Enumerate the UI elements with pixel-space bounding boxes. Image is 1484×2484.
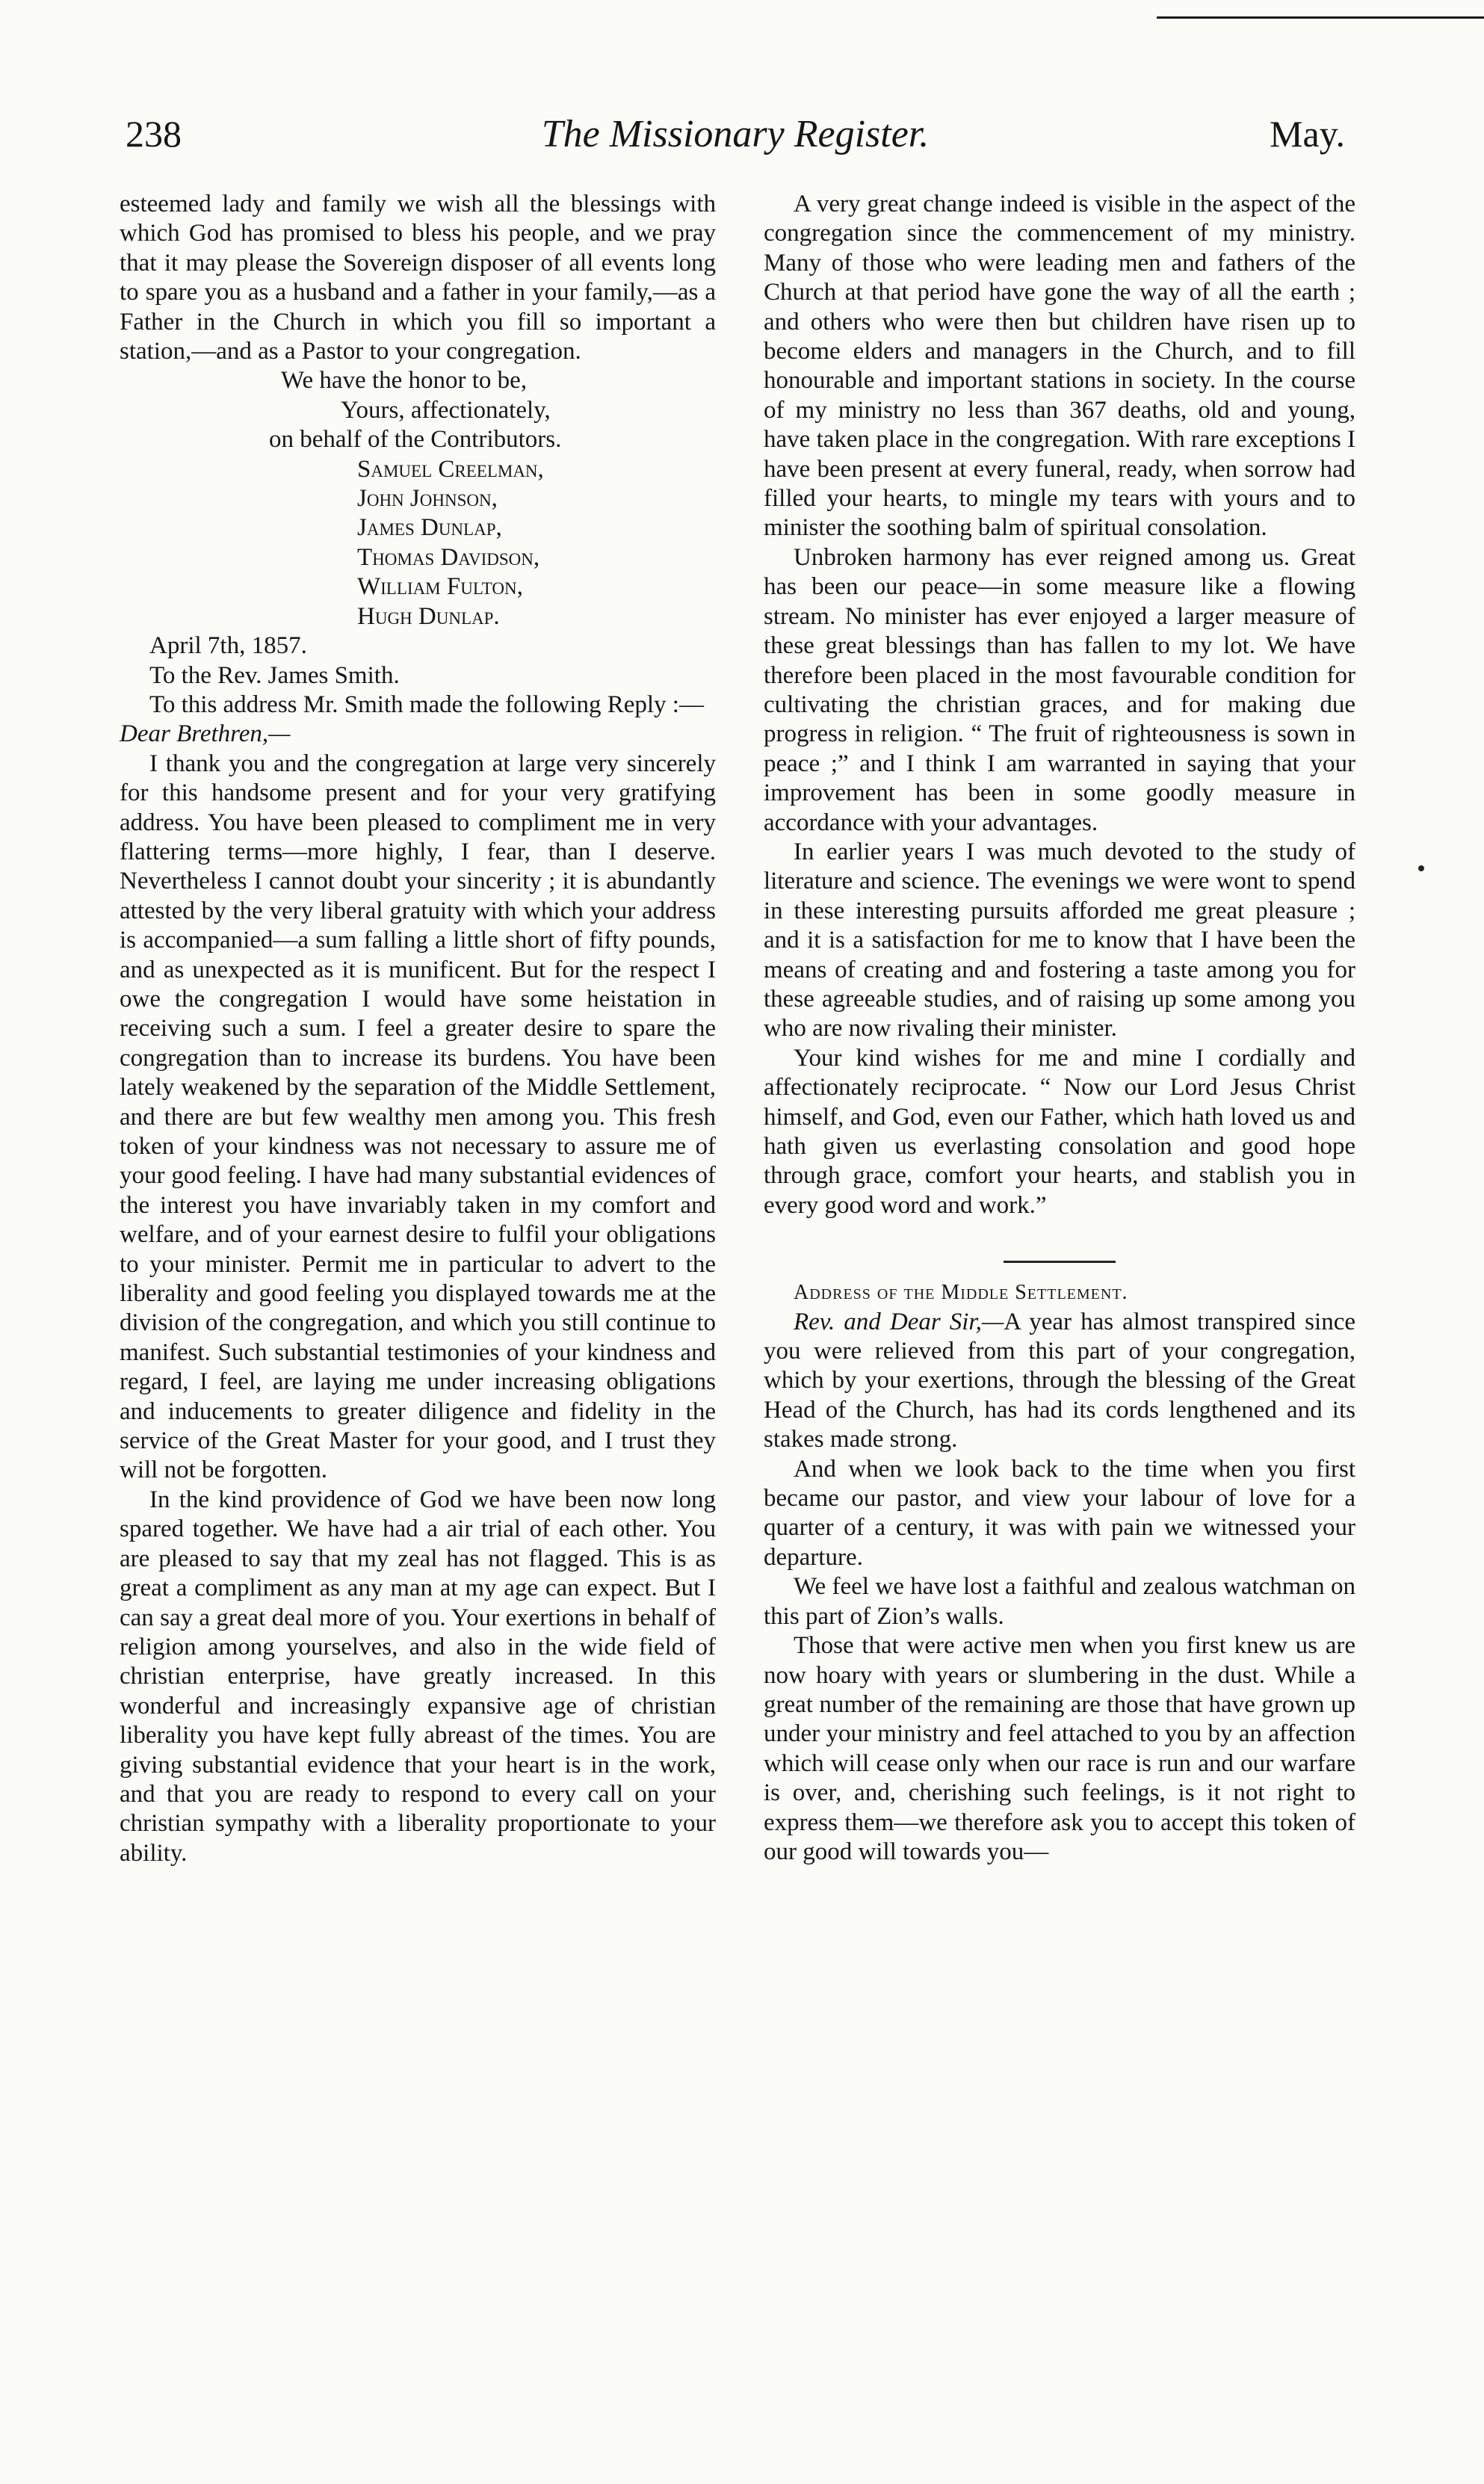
address-conclusion: esteemed lady and family we wish all the blessings with which God has promised to bless his people, and we pray that it may please the Sovereign disposer of all events long to spare you as a husband and a father in your family,—as a Father in the Church in which you fill so important a station,—and as a Pastor to your congregation.	[120, 191, 716, 365]
signatory: Samuel Creelman,	[357, 455, 544, 483]
top-rule	[1157, 16, 1484, 19]
address-opening: A year has almost transpired since you were relieved from this part of your congregation, which by your exertions, through the blessing of the Great Head of the Church, has had its cords lengthened and its stakes made strong.	[764, 1308, 1355, 1453]
signatory: William Fulton,	[357, 573, 523, 601]
right-column	[764, 190, 1355, 1867]
signatory: Thomas Davidson,	[357, 543, 540, 571]
section-gap	[764, 1220, 1355, 1250]
section-divider	[1004, 1261, 1116, 1263]
address-salutation: Rev. and Dear Sir,—	[794, 1308, 1004, 1335]
body-paragraph: In earlier years I was much devoted to the study of literature and science. The evenings we were wont to spend in these interesting pursuits afforded me great pleasure ; and it is a satisfaction for me to know that I have been the means of creating and and fostering a taste among you for these agreeable studies, and of raising up some among you who are now rivaling their minister.	[764, 838, 1355, 1042]
body-paragraph: I thank you and the congregation at large very sincerely for this handsome present and for your very gratifying address. You have been pleased to compliment me in very flattering terms—more highly, I fear, than I deserve. Nevertheless I cannot doubt your sincerity ; it is abundantly attested by the very liberal gratuity with which your address is accompanied—a sum falling a little short of fifty pounds, and as unexpected as it is munificent. But for the respect I owe the congregation I would have some heistation in receiving such a sum. I feel a greater desire to spare the congregation than to increase its burdens. You have been lately weakened by the separation of the Middle Settlement, and there are but few wealthy men among you. This fresh token of your kindness was not necessary to assure me of your good feeling. I have had many substantial evidences of the interest you have invariably taken in my comfort and welfare, and of your earnest desire to fulfil your obligations to your minister. Permit me in particular to advert to the liberality and good feeling you displayed towards me at the division of the congregation, and which you still continue to manifest. Such substantial testimonies of your kindness and regard, I feel, are laying me under increasing obligations and inducements to greater diligence and fidelity in the service of the Great Master for your good, and I trust they will not be forgotten.	[120, 750, 716, 1484]
print-speck	[1418, 865, 1424, 871]
closing-behalf: on behalf of the Contributors.	[269, 426, 562, 454]
section-title: Address of the Middle Settlement.	[794, 1281, 1128, 1305]
body-paragraph: Your kind wishes for me and mine I cordially and affectionately reciprocate. “ Now our Lord Jesus Christ himself, and God, even our Father, which hath loved us and hath given us everlasting consolation and good hope through grace, comfort your hearts, and stablish you in every good word and work.”	[764, 1044, 1355, 1219]
closing-line: We have the honor to be,	[281, 367, 528, 395]
body-paragraph: And when we look back to the time when you first became our pastor, and view your labour of love for a quarter of a century, it was with pain we witnessed your departure.	[764, 1455, 1355, 1571]
reply-introduction: To this address Mr. Smith made the following Reply :—	[149, 690, 704, 718]
reply-salutation: Dear Brethren,—	[120, 720, 291, 748]
body-paragraph: A very great change indeed is visible in the aspect of the congregation since the commencement of my ministry. Many of those who were leading men and fathers of the Church at that period have gone the way of all the earth ; and others who were then but children have risen up to become elders and managers in the Church, and to fill honourable and important stations in society. In the course of my ministry no less than 367 deaths, old and young, have taken place in the congregation. With rare exceptions I have been present at every funeral, ready, when sorrow had filled your hearts, to mingle my tears with yours and to minister the soothing balm of spiritual consolation.	[764, 191, 1355, 542]
address-date: April 7th, 1857.	[149, 632, 307, 660]
addressee-line: To the Rev. James Smith.	[149, 661, 400, 689]
body-paragraph: Those that were active men when you first knew us are now hoary with years or slumbering in the dust. While a great number of the remaining are those that have grown up under your ministry and feel attached to you by an affection which will cease only when our race is run and our warfare is over, and, cherishing such feelings, is it not right to express them—we therefore ask you to accept this token of our good will towards you—	[764, 1632, 1355, 1865]
signatory: James Dunlap,	[357, 514, 502, 542]
running-header	[126, 112, 1345, 172]
page-number: 238	[126, 113, 182, 155]
left-column	[120, 190, 716, 1868]
body-paragraph: We feel we have lost a faithful and zealous watchman on this part of Zion’s walls.	[764, 1573, 1355, 1630]
journal-title: The Missionary Register.	[541, 113, 930, 155]
signatory: Hugh Dunlap.	[357, 602, 500, 630]
issue-month: May.	[1270, 113, 1345, 155]
closing-valediction: Yours, affectionately,	[341, 396, 551, 424]
signatory: John Johnson,	[357, 485, 498, 513]
body-paragraph: Unbroken harmony has ever reigned among us. Great has been our peace—in some measure like a flowing stream. No minister has ever enjoyed a larger measure of these great blessings than has fallen to my lot. We have therefore been placed in the most favourable condition for cultivating the christian graces, and for making due progress in religion. “ The fruit of righteousness is sown in peace ;” and I think I am warranted in saying that your improvement has been in some goodly measure in accordance with your advantages.	[764, 543, 1355, 836]
body-paragraph: In the kind providence of God we have been now long spared together. We have had a air trial of each other. You are pleased to say that my zeal has not flagged. This is as great a compliment as any man at my age can expect. But I can say a great deal more of you. Your exertions in behalf of religion among yourselves, and also in the wide field of christian enterprise, have greatly increased. In this wonderful and increasingly expansive age of christian liberality you have kept fully abreast of the times. You are giving substantial evidence that your heart is in the work, and that you are ready to respond to every call on your christian sympathy with a liberality proportionate to your ability.	[120, 1486, 716, 1867]
body-paragraph	[764, 1308, 1355, 1455]
